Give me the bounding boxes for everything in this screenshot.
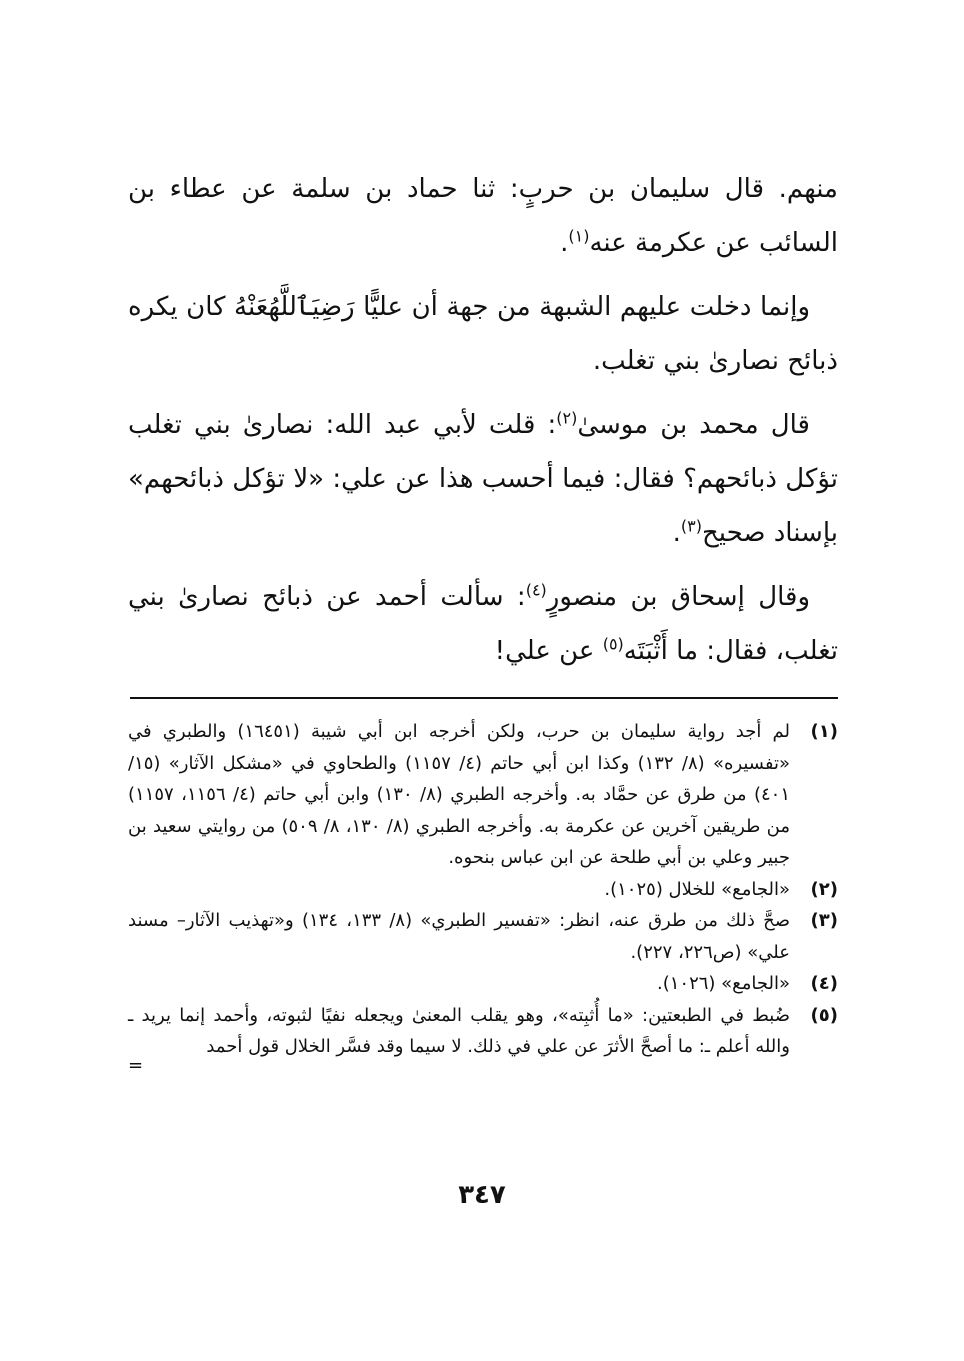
paragraph-4-text-b: : سألت أحمد عن ذبائح نصارىٰ بني تغلب، فقال: ما أَثْبَتَه bbox=[128, 582, 838, 666]
paragraph-4-text-a: وقال إسحاق بن منصورٍ bbox=[546, 582, 810, 612]
footnote-ref-3: (٣) bbox=[680, 516, 702, 536]
page-number: ٣٤٧ bbox=[458, 1180, 506, 1210]
paragraph-1-text: منهم. قال سليمان بن حربٍ: ثنا حماد بن سلمة عن عطاء بن السائب عن عكرمة عنه bbox=[128, 174, 838, 258]
footnote-text: ضُبط في الطبعتين: «ما أُثبِته»، وهو يقلب المعنىٰ ويجعله نفيًا لثبوته، وأحمد إنما يريد ـ والله أعلم ـ: ما أصحَّ الأثرَ عن علي في ذلك. لا سيما وقد فسَّر الخلال قول أحمد bbox=[128, 1004, 790, 1057]
footnote-number: (٣) bbox=[810, 910, 838, 931]
footnote-separator bbox=[130, 697, 838, 699]
paragraph-2-text: وإنما دخلت عليهم الشبهة من جهة أن عليًّا رَضِيَٱللَّهُعَنْهُ كان يكره ذبائح نصارىٰ بني تغلب. bbox=[128, 292, 838, 376]
paragraph-2 bbox=[128, 280, 838, 388]
footnote-continuation-mark: = bbox=[128, 1054, 144, 1076]
footnote-ref-2: (٢) bbox=[556, 408, 578, 428]
footnote-text: «الجامع» (١٠٢٦). bbox=[656, 973, 790, 994]
footnote-4 bbox=[128, 968, 838, 1000]
footnote-number: (٤) bbox=[810, 973, 838, 994]
paragraph-3-text-a: قال محمد بن موسىٰ bbox=[577, 410, 810, 440]
paragraph-3 bbox=[128, 398, 838, 560]
footnote-ref-4: (٤) bbox=[525, 580, 547, 600]
paragraph-1-end: . bbox=[560, 228, 569, 258]
footnote-text: «الجامع» للخلال (١٠٢٥). bbox=[604, 878, 790, 900]
footnote-text: صحَّ ذلك من طرق عنه، انظر: «تفسير الطبري» (٨/ ١٣٣، ١٣٤) و«تهذيب الآثار– مسند علي» (ص٢٢٦، ٢٢٧). bbox=[128, 910, 790, 963]
paragraph-4-text-c: عن علي! bbox=[494, 636, 603, 666]
footnote-number: (١) bbox=[810, 721, 838, 742]
paragraph-3-end: . bbox=[672, 518, 681, 548]
footnote-ref-5: (٥) bbox=[602, 634, 624, 654]
footnote-3 bbox=[128, 905, 838, 968]
paragraph-1 bbox=[128, 162, 838, 270]
paragraph-4 bbox=[128, 570, 838, 678]
footnote-2 bbox=[128, 874, 838, 906]
main-text bbox=[128, 162, 838, 688]
footnote-number: (٥) bbox=[810, 1004, 838, 1026]
footnote-number: (٢) bbox=[810, 878, 838, 900]
footnote-text: لم أجد رواية سليمان بن حرب، ولكن أخرجه ابن أبي شيبة (١٦٤٥١) والطبري في «تفسيره» (٨/ ١٣٢) وكذا ابن أبي حاتم (٤/ ١١٥٧) والطحاوي في «مشكل الآثار» (١٥/ ٤٠١) من طرق عن حمَّاد به. وأخرجه الطبري (٨/ ١٣٠) وابن أبي حاتم (٤/ ١١٥٦، ١١٥٧) من طريقين آخرين عن عكرمة به. وأخرجه الطبري (٨/ ١٣٠، ٨/ ٥٠٩) من روايتي سعيد بن جبير وعلي بن أبي طلحة عن ابن عباس بنحوه. bbox=[128, 721, 790, 868]
paragraph-3-text-b: : قلت لأبي عبد الله: نصارىٰ بني تغلب تؤكل ذبائحهم؟ فقال: فيما أحسب هذا عن علي: «لا تؤكل ذبائحهم» بإسناد صحيح bbox=[128, 410, 838, 548]
footnote-5 bbox=[128, 1000, 838, 1063]
footnote-1 bbox=[128, 716, 838, 874]
footnote-ref-1: (١) bbox=[568, 226, 590, 246]
footnotes bbox=[128, 716, 838, 1075]
